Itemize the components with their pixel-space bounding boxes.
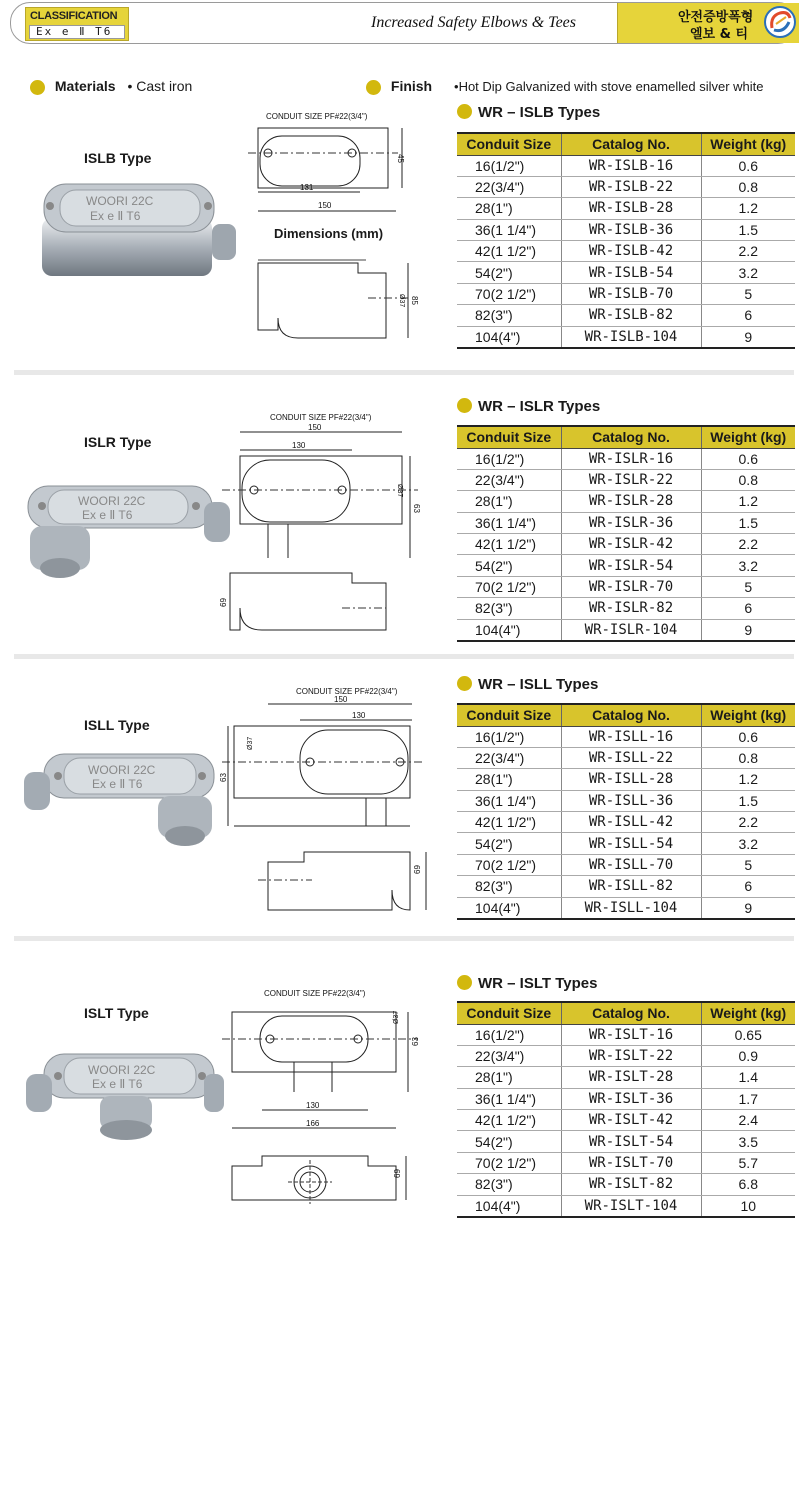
- weight-cell: 0.65: [701, 1024, 795, 1045]
- table-row: [457, 1195, 795, 1216]
- islr-section-title: [457, 398, 600, 415]
- finish-value: •Hot Dip Galvanized with stove enamelled silver white: [454, 79, 764, 94]
- table-row: [457, 576, 795, 597]
- weight-cell: 0.6: [701, 726, 795, 747]
- conduit-size-cell: 28(1"): [457, 1067, 561, 1088]
- conduit-size-cell: 104(4"): [457, 1195, 561, 1216]
- table-row: [457, 326, 795, 347]
- conduit-size-cell: 28(1"): [457, 491, 561, 512]
- catalog-no-cell: WR-ISLR-36: [561, 512, 701, 533]
- table-row: [457, 854, 795, 875]
- weight-cell: 3.2: [701, 262, 795, 283]
- conduit-size-cell: 16(1/2"): [457, 726, 561, 747]
- dimension-label: 150: [334, 695, 348, 704]
- weight-cell: 1.7: [701, 1088, 795, 1109]
- table-row: [457, 833, 795, 854]
- catalog-no-cell: WR-ISLT-82: [561, 1174, 701, 1195]
- col-header-catalog-no: Catalog No.: [561, 704, 701, 726]
- table-row: [457, 1024, 795, 1045]
- table-row: [457, 555, 795, 576]
- catalog-no-cell: WR-ISLR-22: [561, 469, 701, 490]
- col-header-catalog-no: Catalog No.: [561, 1002, 701, 1024]
- islr-spec-table: [457, 425, 795, 642]
- table-row: [457, 897, 795, 918]
- dimension-label: 166: [306, 1119, 320, 1128]
- weight-cell: 0.6: [701, 155, 795, 176]
- catalog-no-cell: WR-ISLT-16: [561, 1024, 701, 1045]
- conduit-size-note: CONDUIT SIZE PF#22(3/4"): [264, 989, 366, 998]
- table-row: [457, 512, 795, 533]
- conduit-size-cell: 22(3/4"): [457, 747, 561, 768]
- conduit-size-cell: 104(4"): [457, 326, 561, 347]
- col-header-weight: Weight (kg): [701, 1002, 795, 1024]
- photo-marking-line1: WOORI 22C: [88, 1063, 156, 1077]
- table-row: [457, 283, 795, 304]
- weight-cell: 0.9: [701, 1045, 795, 1066]
- islb-section-title: [457, 104, 600, 121]
- dimension-label: 45: [396, 154, 405, 163]
- weight-cell: 6: [701, 598, 795, 619]
- table-row: [457, 448, 795, 469]
- catalog-no-cell: WR-ISLB-16: [561, 155, 701, 176]
- conduit-size-cell: 70(2 1/2"): [457, 1152, 561, 1173]
- photo-marking-line2: Ex e Ⅱ T6: [82, 508, 133, 522]
- catalog-no-cell: WR-ISLB-104: [561, 326, 701, 347]
- table-row: [457, 769, 795, 790]
- table-row: [457, 619, 795, 640]
- dimension-label: Ø37: [247, 736, 254, 750]
- photo-marking-line1: WOORI 22C: [78, 494, 146, 508]
- table-header-row: [457, 426, 795, 448]
- catalog-no-cell: WR-ISLR-54: [561, 555, 701, 576]
- islb-spec-table: [457, 132, 795, 349]
- weight-cell: 3.2: [701, 833, 795, 854]
- section-title-text: WR – ISLR Types: [478, 398, 601, 415]
- section-divider: [14, 370, 794, 375]
- catalog-no-cell: WR-ISLR-16: [561, 448, 701, 469]
- conduit-size-cell: 36(1 1/4"): [457, 219, 561, 240]
- weight-cell: 0.6: [701, 448, 795, 469]
- conduit-size-cell: 70(2 1/2"): [457, 854, 561, 875]
- isll-spec-table: [457, 703, 795, 920]
- weight-cell: 9: [701, 326, 795, 347]
- korean-title-line1: 안전증방폭형: [678, 10, 754, 25]
- korean-title-box: [617, 3, 799, 43]
- table-row: [457, 155, 795, 176]
- weight-cell: 2.4: [701, 1110, 795, 1131]
- islr-dimension-drawing: [218, 408, 432, 633]
- section-title-text: WR – ISLL Types: [478, 676, 599, 693]
- dimension-label: 130: [306, 1101, 320, 1110]
- dimension-label: 150: [308, 423, 322, 432]
- dimension-label: 85: [410, 296, 419, 305]
- islr-type-label: ISLR Type: [84, 434, 152, 450]
- conduit-size-cell: 28(1"): [457, 198, 561, 219]
- col-header-conduit-size: Conduit Size: [457, 426, 561, 448]
- conduit-size-cell: 28(1"): [457, 769, 561, 790]
- weight-cell: 6: [701, 876, 795, 897]
- section-divider: [14, 654, 794, 659]
- weight-cell: 6: [701, 305, 795, 326]
- dimension-label: 63: [412, 504, 421, 513]
- conduit-size-cell: 82(3"): [457, 598, 561, 619]
- dimension-label: 131: [300, 183, 314, 192]
- table-row: [457, 812, 795, 833]
- table-row: [457, 747, 795, 768]
- islb-product-photo: [32, 178, 242, 293]
- catalog-no-cell: WR-ISLB-28: [561, 198, 701, 219]
- isll-dimension-drawing: [219, 684, 437, 916]
- weight-cell: 5: [701, 576, 795, 597]
- dimension-label: 69: [393, 1169, 402, 1178]
- dimension-label: 150: [318, 201, 332, 210]
- conduit-size-cell: 54(2"): [457, 555, 561, 576]
- catalog-no-cell: WR-ISLB-82: [561, 305, 701, 326]
- islt-type-label: ISLT Type: [84, 1005, 149, 1021]
- finish-row: [366, 78, 763, 98]
- table-row: [457, 726, 795, 747]
- classification-box: [25, 7, 129, 41]
- conduit-size-cell: 16(1/2"): [457, 448, 561, 469]
- photo-marking-line1: WOORI 22C: [88, 763, 156, 777]
- conduit-size-note: CONDUIT SIZE PF#22(3/4"): [266, 112, 368, 121]
- isll-type-label: ISLL Type: [84, 717, 150, 733]
- dimension-label: 130: [352, 711, 366, 720]
- table-row: [457, 534, 795, 555]
- weight-cell: 1.5: [701, 790, 795, 811]
- col-header-weight: Weight (kg): [701, 133, 795, 155]
- conduit-size-cell: 54(2"): [457, 833, 561, 854]
- weight-cell: 1.2: [701, 769, 795, 790]
- table-row: [457, 1174, 795, 1195]
- catalog-no-cell: WR-ISLT-54: [561, 1131, 701, 1152]
- materials-value: • Cast iron: [127, 78, 193, 94]
- classification-label: CLASSIFICATION: [30, 10, 118, 22]
- weight-cell: 5.7: [701, 1152, 795, 1173]
- weight-cell: 9: [701, 897, 795, 918]
- conduit-size-cell: 104(4"): [457, 897, 561, 918]
- weight-cell: 1.5: [701, 219, 795, 240]
- conduit-size-cell: 36(1 1/4"): [457, 790, 561, 811]
- bullet-dot-icon: [366, 80, 381, 95]
- col-header-weight: Weight (kg): [701, 426, 795, 448]
- col-header-conduit-size: Conduit Size: [457, 133, 561, 155]
- catalog-no-cell: WR-ISLT-36: [561, 1088, 701, 1109]
- weight-cell: 1.4: [701, 1067, 795, 1088]
- dimension-label: Ø37: [393, 1010, 400, 1024]
- conduit-size-cell: 16(1/2"): [457, 1024, 561, 1045]
- conduit-size-cell: 82(3"): [457, 1174, 561, 1195]
- catalog-no-cell: WR-ISLB-22: [561, 176, 701, 197]
- table-row: [457, 1088, 795, 1109]
- dimension-label: 63: [411, 1037, 420, 1046]
- dimension-label: 63: [219, 773, 228, 782]
- table-row: [457, 176, 795, 197]
- table-row: [457, 598, 795, 619]
- table-row: [457, 262, 795, 283]
- catalog-no-cell: WR-ISLB-70: [561, 283, 701, 304]
- section-title-text: WR – ISLT Types: [478, 975, 598, 992]
- weight-cell: 0.8: [701, 747, 795, 768]
- photo-marking-line2: Ex e Ⅱ T6: [92, 1077, 143, 1091]
- islt-dimension-drawing: [222, 984, 437, 1206]
- company-logo-icon: [764, 6, 796, 38]
- table-header-row: [457, 133, 795, 155]
- catalog-no-cell: WR-ISLL-16: [561, 726, 701, 747]
- bullet-dot-icon: [457, 104, 472, 119]
- islb-type-label: ISLB Type: [84, 150, 152, 166]
- photo-marking-line2: Ex e Ⅱ T6: [92, 777, 143, 791]
- table-row: [457, 305, 795, 326]
- catalog-no-cell: WR-ISLL-36: [561, 790, 701, 811]
- catalog-no-cell: WR-ISLL-28: [561, 769, 701, 790]
- weight-cell: 10: [701, 1195, 795, 1216]
- classification-value: Ex e Ⅱ T6: [29, 25, 125, 39]
- weight-cell: 9: [701, 619, 795, 640]
- catalog-no-cell: WR-ISLT-28: [561, 1067, 701, 1088]
- col-header-conduit-size: Conduit Size: [457, 1002, 561, 1024]
- weight-cell: 6.8: [701, 1174, 795, 1195]
- weight-cell: 2.2: [701, 534, 795, 555]
- islt-product-photo: [26, 1046, 226, 1151]
- finish-label: Finish: [390, 78, 433, 94]
- weight-cell: 5: [701, 854, 795, 875]
- dimension-label: 69: [218, 598, 227, 607]
- conduit-size-cell: 42(1 1/2"): [457, 534, 561, 555]
- weight-cell: 3.2: [701, 555, 795, 576]
- conduit-size-cell: 70(2 1/2"): [457, 576, 561, 597]
- table-header-row: [457, 704, 795, 726]
- bullet-dot-icon: [457, 676, 472, 691]
- col-header-catalog-no: Catalog No.: [561, 426, 701, 448]
- weight-cell: 1.5: [701, 512, 795, 533]
- catalog-no-cell: WR-ISLL-104: [561, 897, 701, 918]
- conduit-size-cell: 22(3/4"): [457, 469, 561, 490]
- catalog-no-cell: WR-ISLR-70: [561, 576, 701, 597]
- bullet-dot-icon: [30, 80, 45, 95]
- conduit-size-cell: 36(1 1/4"): [457, 1088, 561, 1109]
- islr-product-photo: [20, 472, 235, 587]
- table-row: [457, 1152, 795, 1173]
- catalog-no-cell: WR-ISLT-70: [561, 1152, 701, 1173]
- weight-cell: 0.8: [701, 469, 795, 490]
- conduit-size-cell: 42(1 1/2"): [457, 812, 561, 833]
- conduit-size-note: CONDUIT SIZE PF#22(3/4"): [296, 687, 398, 696]
- conduit-size-cell: 16(1/2"): [457, 155, 561, 176]
- weight-cell: 1.2: [701, 198, 795, 219]
- catalog-no-cell: WR-ISLL-42: [561, 812, 701, 833]
- dimension-label: 130: [292, 441, 306, 450]
- table-row: [457, 219, 795, 240]
- photo-marking-line1: WOORI 22C: [86, 194, 154, 208]
- conduit-size-cell: 22(3/4"): [457, 176, 561, 197]
- islt-spec-table: [457, 1001, 795, 1218]
- catalog-no-cell: WR-ISLL-22: [561, 747, 701, 768]
- table-row: [457, 241, 795, 262]
- weight-cell: 2.2: [701, 812, 795, 833]
- conduit-size-cell: 42(1 1/2"): [457, 1110, 561, 1131]
- isll-section-title: [457, 676, 598, 693]
- table-row: [457, 1045, 795, 1066]
- catalog-no-cell: WR-ISLT-22: [561, 1045, 701, 1066]
- weight-cell: 1.2: [701, 491, 795, 512]
- conduit-size-cell: 54(2"): [457, 262, 561, 283]
- materials-row: [30, 78, 192, 98]
- col-header-catalog-no: Catalog No.: [561, 133, 701, 155]
- conduit-size-cell: 82(3"): [457, 305, 561, 326]
- page-title: Increased Safety Elbows & Tees: [371, 14, 577, 31]
- weight-cell: 2.2: [701, 241, 795, 262]
- table-row: [457, 1067, 795, 1088]
- table-row: [457, 491, 795, 512]
- table-row: [457, 198, 795, 219]
- page-header: [10, 2, 798, 44]
- catalog-no-cell: WR-ISLB-54: [561, 262, 701, 283]
- conduit-size-cell: 22(3/4"): [457, 1045, 561, 1066]
- weight-cell: 3.5: [701, 1131, 795, 1152]
- conduit-size-cell: 42(1 1/2"): [457, 241, 561, 262]
- conduit-size-note: CONDUIT SIZE PF#22(3/4"): [270, 413, 372, 422]
- section-divider: [14, 936, 794, 941]
- bullet-dot-icon: [457, 975, 472, 990]
- bullet-dot-icon: [457, 398, 472, 413]
- catalog-no-cell: WR-ISLT-42: [561, 1110, 701, 1131]
- photo-marking-line2: Ex e Ⅱ T6: [90, 209, 141, 223]
- weight-cell: 0.8: [701, 176, 795, 197]
- col-header-conduit-size: Conduit Size: [457, 704, 561, 726]
- table-row: [457, 876, 795, 897]
- table-row: [457, 1110, 795, 1131]
- dimensions-label: Dimensions (mm): [274, 226, 384, 241]
- conduit-size-cell: 36(1 1/4"): [457, 512, 561, 533]
- table-row: [457, 469, 795, 490]
- table-row: [457, 1131, 795, 1152]
- conduit-size-cell: 70(2 1/2"): [457, 283, 561, 304]
- catalog-no-cell: WR-ISLR-82: [561, 598, 701, 619]
- catalog-no-cell: WR-ISLL-70: [561, 854, 701, 875]
- catalog-no-cell: WR-ISLL-82: [561, 876, 701, 897]
- table-row: [457, 790, 795, 811]
- catalog-no-cell: WR-ISLR-42: [561, 534, 701, 555]
- materials-label: Materials: [54, 78, 116, 94]
- conduit-size-cell: 104(4"): [457, 619, 561, 640]
- catalog-no-cell: WR-ISLL-54: [561, 833, 701, 854]
- catalog-no-cell: WR-ISLB-36: [561, 219, 701, 240]
- catalog-no-cell: WR-ISLT-104: [561, 1195, 701, 1216]
- table-header-row: [457, 1002, 795, 1024]
- conduit-size-cell: 82(3"): [457, 876, 561, 897]
- weight-cell: 5: [701, 283, 795, 304]
- islt-section-title: [457, 975, 597, 992]
- korean-title-line2: 엘보 & 티: [690, 27, 749, 42]
- dimension-label: Ø37: [396, 484, 403, 498]
- isll-product-photo: [22, 744, 222, 859]
- catalog-no-cell: WR-ISLR-28: [561, 491, 701, 512]
- section-title-text: WR – ISLB Types: [478, 104, 601, 121]
- conduit-size-cell: 54(2"): [457, 1131, 561, 1152]
- catalog-no-cell: WR-ISLR-104: [561, 619, 701, 640]
- dimension-label: Ø37: [398, 294, 405, 308]
- col-header-weight: Weight (kg): [701, 704, 795, 726]
- catalog-no-cell: WR-ISLB-42: [561, 241, 701, 262]
- dimension-label: 69: [413, 865, 422, 874]
